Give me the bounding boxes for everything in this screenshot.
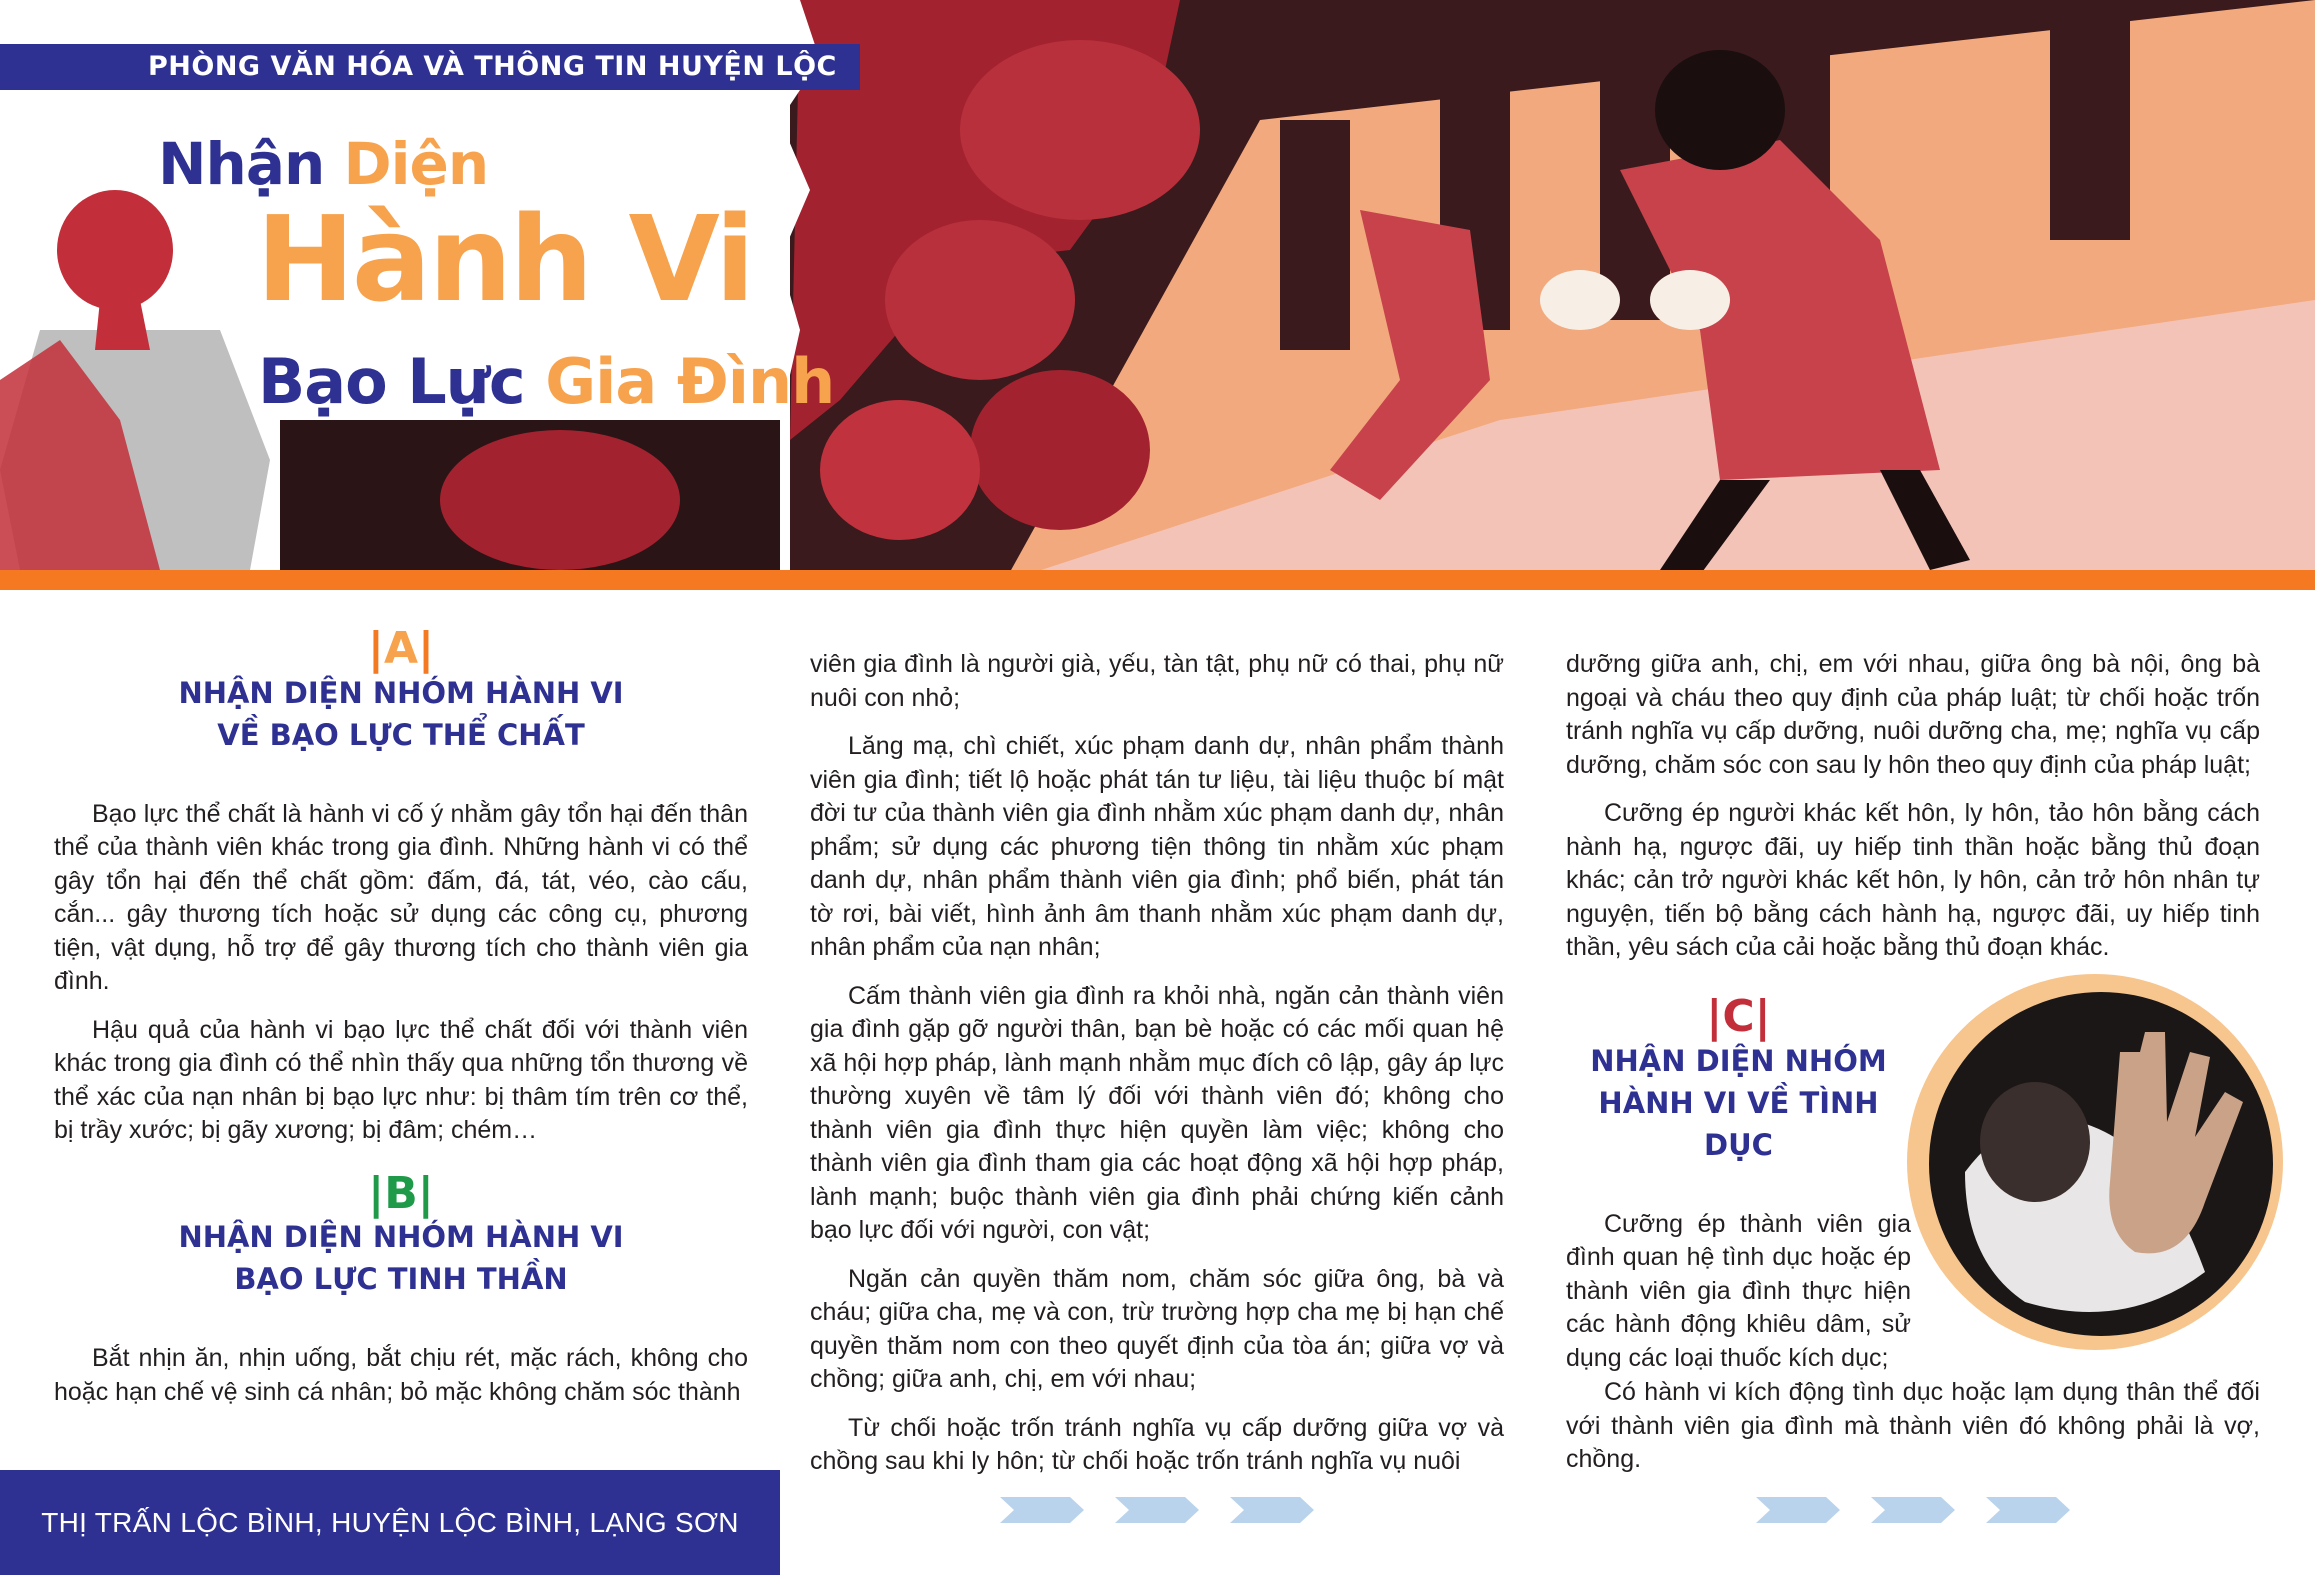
section-a-title: NHẬN DIỆN NHÓM HÀNH VI VỀ BẠO LỰC THỂ CHẤT: [178, 675, 624, 752]
column-2-paragraph-4: Từ chối hoặc trốn tránh nghĩa vụ cấp dưỡng giữa vợ và chồng sau khi ly hôn; từ chối hoặc trốn tránh nghĩa vụ nuôi: [810, 1413, 1504, 1475]
column-2-paragraph-2: Cấm thành viên gia đình ra khỏi nhà, ngăn cản thành viên gia đình gặp gỡ người thân, bạn bè hoặc có các mối quan hệ xã hội hợp pháp, lành mạnh nhằm mục đích cô lập, gây áp lực thường xuyên về tâm lý đối với thành viên đó; không cho thành viên gia đình thực hiện quyền làm việc; không cho thành viên gia đình tham gia các hoạt động xã hội hợp pháp, lành mạnh; buộc thành viên gia đình phải chứng kiến cảnh bạo lực đối với người, con vật;: [810, 981, 1504, 1244]
section-b-marker: |B|: [368, 1167, 434, 1219]
stop-hand-photo: [1905, 972, 2285, 1352]
column-3-paragraph-0: dưỡng giữa anh, chị, em với nhau, giữa ông bà nội, ông bà ngoại và cháu theo quy định của pháp luật; từ chối hoặc trốn tránh nghĩa vụ cấp dưỡng, nuôi dưỡng cha, mẹ; nghĩa vụ cấp dưỡng, chăm sóc con sau ly hôn theo quy định của pháp luật;: [1566, 650, 2260, 779]
column-2: [810, 648, 1504, 1494]
title-word-gia-dinh: Gia Đình: [545, 345, 835, 418]
section-a-paragraph-2: Hậu quả của hành vi bạo lực thể chất đối với thành viên khác trong gia đình có thể nhìn thấy qua những tổn thương về thể xác của nạn nhân bị bạo lực như: bị thâm tím trên cơ thể, bị trầy xước; bị gãy xương; bị đâm; chém…: [54, 1015, 748, 1144]
title-word-dien: Diện: [343, 130, 489, 198]
column-2-paragraph-0: viên gia đình là người già, yếu, tàn tật, phụ nữ có thai, phụ nữ nuôi con nhỏ;: [810, 650, 1504, 712]
continue-arrows-icon: [1000, 1497, 1320, 1523]
column-2-paragraph-1: Lăng mạ, chì chiết, xúc phạm danh dự, nhân phẩm thành viên gia đình; tiết lộ hoặc phát tán tư liệu, tài liệu thuộc bí mật đời tư của thành viên gia đình nhằm xúc phạm danh dự, nhân phẩm; sử dụng các phương tiện thông tin nhằm xúc phạm danh dự, nhân phẩm thành viên gia đình; phổ biến, phát tán tờ rơi, bài viết, hình ảnh âm thanh nhằm xúc phạm danh dự, nhân phẩm của nạn nhân;: [810, 732, 1504, 961]
organization-name: PHÒNG VĂN HÓA VÀ THÔNG TIN HUYỆN LỘC BÌNH: [148, 51, 837, 128]
section-a-paragraph-1: Bạo lực thể chất là hành vi cố ý nhằm gây tổn hại đến thân thể của thành viên khác trong gia đình. Những hành vi có thể gây tổn hại đến thể chất gồm: đấm, đá, tát, véo, cào cấu, cắn... gây thương tích hoặc sử dụng các công cụ, phương tiện, vật dụng, hỗ trợ để gây thương tích cho thành viên gia đình.: [54, 799, 748, 995]
continue-arrows-icon-2: [1756, 1497, 2076, 1523]
section-a-marker: |A|: [367, 623, 435, 674]
divider-rule: [0, 570, 2315, 590]
title-word-bao-luc: Bạo Lực: [258, 345, 525, 418]
column-3-paragraph-1: Cưỡng ép người khác kết hôn, ly hôn, tảo hôn bằng cách hành hạ, ngược đãi, uy hiếp tinh thần hoặc bằng thủ đoạn khác; cản trở người khác kết hôn, ly hôn, cản trở hôn nhân tự nguyện, tiến bộ bằng cách hành hạ, ngược đãi, uy hiếp tinh thần, yêu sách của cải hoặc bằng thủ đoạn khác.: [1566, 799, 2260, 961]
hero-banner: [0, 0, 2315, 590]
section-c-paragraph-2: Có hành vi kích động tình dục hoặc lạm dụng thân thể đối với thành viên gia đình mà thành viên đó không phải là vợ, chồng.: [1566, 1378, 2260, 1473]
section-c-continuation: [1566, 1376, 2260, 1492]
column-3: [1566, 648, 2260, 980]
title-main: Hành Vi: [256, 190, 753, 328]
section-b-title: NHẬN DIỆN NHÓM HÀNH VI BẠO LỰC TINH THẦN: [178, 1220, 624, 1296]
organization-banner: [0, 44, 860, 128]
section-c-block: [1566, 991, 1911, 1390]
title-line-1: [158, 130, 488, 198]
footer-address-bar: [0, 1470, 780, 1575]
footer-address: THỊ TRẤN LỘC BÌNH, HUYỆN LỘC BÌNH, LẠNG SƠN: [41, 1507, 739, 1538]
section-c-marker: |C|: [1706, 991, 1771, 1042]
column-1: [54, 623, 748, 1424]
title-word-nhan: Nhận: [158, 130, 325, 198]
section-c-title: NHẬN DIỆN NHÓM HÀNH VI VỀ TÌNH DỤC: [1590, 1043, 1887, 1162]
section-c-paragraph-1: Cưỡng ép thành viên gia đình quan hệ tình dục hoặc ép thành viên gia đình thực hiện các hành động khiêu dâm, sử dụng các loại thuốc kích dục;: [1566, 1209, 1911, 1372]
title-line-3: [258, 345, 834, 418]
section-b-paragraph-1: Bắt nhịn ăn, nhịn uống, bắt chịu rét, mặc rách, không cho hoặc hạn chế vệ sinh cá nhân; bỏ mặc không chăm sóc thành: [54, 1344, 748, 1406]
column-2-paragraph-3: Ngăn cản quyền thăm nom, chăm sóc giữa ông, bà và cháu; giữa cha, mẹ và con, trừ trường hợp cha mẹ bị hạn chế quyền thăm nom con theo quyết định của tòa án; giữa vợ và chồng; giữa anh, chị, em với nhau;: [810, 1264, 1504, 1393]
